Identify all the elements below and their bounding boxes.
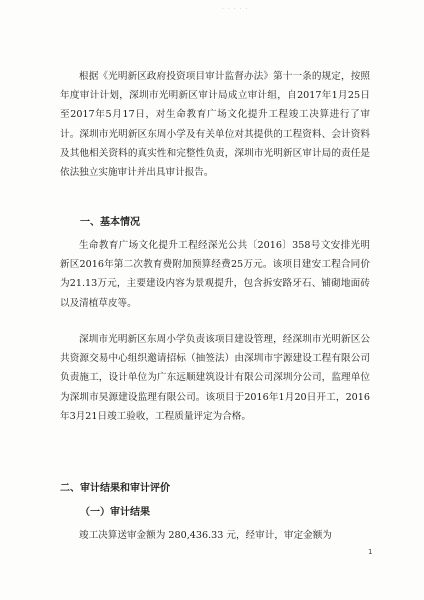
section-heading-audit-results: 二、审计结果和审计评价: [60, 483, 170, 494]
intro-paragraph: 根据《光明新区政府投资项目审计监督办法》第十一条的规定，按照年度审计计划，深圳市光明新区审计局成立审计组，自2017年1月25日至2017年5月17日，对生命教育广场文化提升工程竣工决算进行了审计。深圳市光明新区东周小学及有关单位对其提供的工程资料、会计资料及其他相关资料的真实性和完整性负责，深圳市光明新区审计局的责任是依法独立实施审计并出具审计报告。: [60, 71, 370, 179]
section-heading-basic-info: 一、基本情况: [80, 217, 140, 228]
basic-info-paragraph-2: 深圳市光明新区东周小学负责该项目建设管理，经深圳市光明新区公共资源交易中心组织邀请招标（抽签法）由深圳市宇源建设工程有限公司负责施工，设计单位为广东远顺建筑设计有限公司深圳分公司，监理单位为深圳市昊源建设监理有限公司。该项目于2016年1月20日开工，2016年3月21日竣工验收，工程质量评定为合格。: [60, 334, 370, 422]
basic-info-paragraph-1: 生命教育广场文化提升工程经深光公共〔2016〕358号文安排光明新区2016年第二次教育费附加预算经费25万元。该项目建安工程合同价为21.13万元，主要建设内容为景观提升，包含拆安路牙石、铺砌地面砖以及清植草皮等。: [60, 240, 370, 309]
audit-result-paragraph: 竣工决算送审金额为 280,436.33 元，经审计，审定金额为: [79, 530, 332, 541]
subsection-heading-audit-result: （一）审计结果: [80, 507, 150, 518]
page-number: 1: [368, 548, 373, 556]
header-stamp: · · · · ·: [222, 6, 249, 13]
